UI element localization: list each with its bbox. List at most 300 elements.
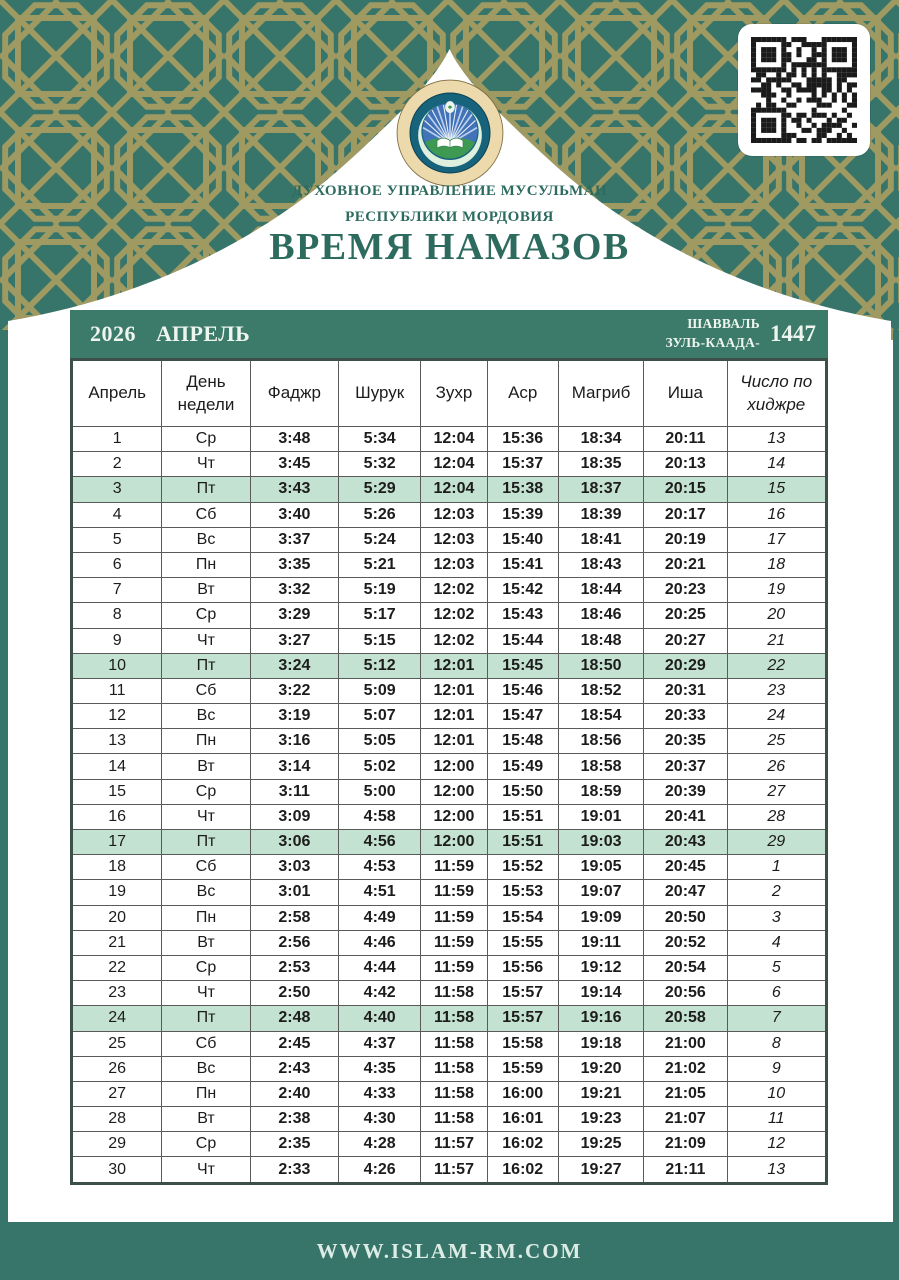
table-cell: 18:35 [558, 452, 643, 477]
table-cell: 27 [72, 1081, 162, 1106]
table-cell: 30 [72, 1157, 162, 1183]
table-cell: 2:45 [250, 1031, 338, 1056]
table-cell: 5:00 [339, 779, 421, 804]
table-cell: 15:48 [487, 729, 558, 754]
table-cell: 12:03 [421, 527, 487, 552]
table-cell: Чт [162, 1157, 250, 1183]
table-cell: 18:41 [558, 527, 643, 552]
table-cell: 19:12 [558, 955, 643, 980]
table-cell: 3:35 [250, 552, 338, 577]
table-cell: 23 [72, 981, 162, 1006]
table-row [72, 527, 827, 552]
table-cell: 3:09 [250, 804, 338, 829]
table-cell: 3:22 [250, 678, 338, 703]
table-cell: 4:53 [339, 855, 421, 880]
table-cell: Ср [162, 427, 250, 452]
page-title: ВРЕМЯ НАМАЗОВ [269, 226, 630, 268]
table-cell: 15:37 [487, 452, 558, 477]
table-cell: 18:58 [558, 754, 643, 779]
table-cell: 20:29 [644, 653, 727, 678]
table-cell: 7 [727, 1006, 826, 1031]
table-cell: 11:59 [421, 855, 487, 880]
table-cell: 4:26 [339, 1157, 421, 1183]
table-cell: 4:37 [339, 1031, 421, 1056]
table-cell: 5:05 [339, 729, 421, 754]
table-cell: 18:52 [558, 678, 643, 703]
table-cell: Сб [162, 502, 250, 527]
table-cell: 19:16 [558, 1006, 643, 1031]
table-row [72, 804, 827, 829]
table-cell: 12 [727, 1132, 826, 1157]
table-cell: 15:51 [487, 830, 558, 855]
organization-line-1: ДУХОВНОЕ УПРАВЛЕНИЕ МУСУЛЬМАН [291, 183, 608, 199]
month-label: АПРЕЛЬ [156, 321, 251, 346]
table-cell: 18:34 [558, 427, 643, 452]
table-cell: 27 [727, 779, 826, 804]
table-cell: 3:37 [250, 527, 338, 552]
table-cell: 3:27 [250, 628, 338, 653]
table-cell: 20:52 [644, 930, 727, 955]
table-row [72, 653, 827, 678]
table-cell: 11:57 [421, 1132, 487, 1157]
table-cell: 5:17 [339, 603, 421, 628]
table-cell: 20:23 [644, 578, 727, 603]
table-cell: 2:43 [250, 1056, 338, 1081]
table-cell: Ср [162, 779, 250, 804]
table-cell: 12 [72, 704, 162, 729]
table-cell: 12:02 [421, 628, 487, 653]
table-cell: 20:56 [644, 981, 727, 1006]
table-row [72, 830, 827, 855]
table-cell: 11:57 [421, 1157, 487, 1183]
table-cell: 21:11 [644, 1157, 727, 1183]
table-cell: 29 [727, 830, 826, 855]
table-cell: Чт [162, 452, 250, 477]
table-cell: 3:16 [250, 729, 338, 754]
table-cell: 3 [727, 905, 826, 930]
table-cell: 3:06 [250, 830, 338, 855]
table-cell: 5:19 [339, 578, 421, 603]
table-cell: Чт [162, 804, 250, 829]
table-cell: 18:46 [558, 603, 643, 628]
table-cell: 19:18 [558, 1031, 643, 1056]
table-cell: 29 [72, 1132, 162, 1157]
table-row [72, 552, 827, 577]
qr-code [738, 24, 870, 156]
table-cell: 21:07 [644, 1107, 727, 1132]
table-cell: Вт [162, 578, 250, 603]
table-cell: 4:58 [339, 804, 421, 829]
table-cell: 12:04 [421, 452, 487, 477]
table-cell: 3:43 [250, 477, 338, 502]
table-cell: 3:40 [250, 502, 338, 527]
organization-line-2: РЕСПУБЛИКИ МОРДОВИЯ [345, 209, 554, 226]
table-cell: 16 [72, 804, 162, 829]
table-row [72, 1056, 827, 1081]
table-cell: Ср [162, 1132, 250, 1157]
table-cell: 12:01 [421, 704, 487, 729]
table-cell: 6 [72, 552, 162, 577]
table-cell: 16:02 [487, 1157, 558, 1183]
table-cell: 2:56 [250, 930, 338, 955]
table-cell: 11:58 [421, 981, 487, 1006]
table-row [72, 880, 827, 905]
table-cell: 20:39 [644, 779, 727, 804]
table-row [72, 855, 827, 880]
table-cell: 15:36 [487, 427, 558, 452]
table-cell: Чт [162, 628, 250, 653]
organization-name [0, 178, 899, 231]
table-cell: 21 [72, 930, 162, 955]
table-cell: 11 [727, 1107, 826, 1132]
table-cell: 4:44 [339, 955, 421, 980]
table-cell: 20:35 [644, 729, 727, 754]
table-cell: 3:24 [250, 653, 338, 678]
table-cell: 11 [72, 678, 162, 703]
table-cell: 3:45 [250, 452, 338, 477]
table-cell: 28 [72, 1107, 162, 1132]
table-cell: 19:09 [558, 905, 643, 930]
table-cell: Сб [162, 855, 250, 880]
table-cell: 4:46 [339, 930, 421, 955]
table-row [72, 955, 827, 980]
table-cell: 5:32 [339, 452, 421, 477]
table-cell: Пт [162, 830, 250, 855]
table-cell: 18 [727, 552, 826, 577]
table-cell: 26 [72, 1056, 162, 1081]
table-cell: 11:58 [421, 1031, 487, 1056]
footer-bar [0, 1222, 899, 1280]
table-cell: 15:47 [487, 704, 558, 729]
column-header: День недели [162, 360, 250, 427]
column-header: Число по хиджре [727, 360, 826, 427]
right-border-strip [893, 330, 899, 1222]
table-cell: 18:50 [558, 653, 643, 678]
table-cell: 13 [727, 427, 826, 452]
table-cell: 12:00 [421, 830, 487, 855]
table-cell: 1 [72, 427, 162, 452]
table-cell: 25 [727, 729, 826, 754]
table-cell: 2:33 [250, 1157, 338, 1183]
table-cell: Вс [162, 704, 250, 729]
table-cell: 24 [72, 1006, 162, 1031]
table-cell: 2 [727, 880, 826, 905]
table-cell: 5:09 [339, 678, 421, 703]
table-cell: 12:02 [421, 578, 487, 603]
year-label: 2026 [90, 321, 136, 346]
table-cell: 22 [727, 653, 826, 678]
table-cell: 11:59 [421, 955, 487, 980]
table-cell: Вс [162, 880, 250, 905]
table-cell: 10 [727, 1081, 826, 1106]
column-header: Иша [644, 360, 727, 427]
hijri-date [665, 315, 816, 353]
table-cell: 20:27 [644, 628, 727, 653]
table-cell: 2:48 [250, 1006, 338, 1031]
table-cell: Пн [162, 729, 250, 754]
table-cell: Сб [162, 678, 250, 703]
table-row [72, 1132, 827, 1157]
table-row [72, 1107, 827, 1132]
table-cell: 18:54 [558, 704, 643, 729]
table-cell: 25 [72, 1031, 162, 1056]
table-cell: 5:21 [339, 552, 421, 577]
table-cell: 5:29 [339, 477, 421, 502]
table-cell: 8 [727, 1031, 826, 1056]
table-cell: 26 [727, 754, 826, 779]
table-row [72, 628, 827, 653]
table-cell: Вт [162, 1107, 250, 1132]
table-cell: 18:43 [558, 552, 643, 577]
table-cell: 5:24 [339, 527, 421, 552]
table-cell: 13 [727, 1157, 826, 1183]
table-cell: 11:58 [421, 1107, 487, 1132]
table-cell: Вт [162, 754, 250, 779]
table-cell: 5:07 [339, 704, 421, 729]
table-row [72, 704, 827, 729]
hijri-year: 1447 [770, 321, 816, 346]
table-cell: 20 [72, 905, 162, 930]
table-row [72, 981, 827, 1006]
table-cell: 2:53 [250, 955, 338, 980]
table-cell: 20:31 [644, 678, 727, 703]
table-cell: 4:28 [339, 1132, 421, 1157]
table-cell: 4:51 [339, 880, 421, 905]
table-cell: 16:01 [487, 1107, 558, 1132]
hijri-month-2: ЗУЛЬ-КААДА- [665, 335, 760, 350]
table-cell: 11:59 [421, 880, 487, 905]
table-cell: 21:09 [644, 1132, 727, 1157]
table-cell: Пт [162, 1006, 250, 1031]
table-cell: 14 [72, 754, 162, 779]
table-cell: 4:42 [339, 981, 421, 1006]
table-cell: 6 [727, 981, 826, 1006]
table-cell: 15:52 [487, 855, 558, 880]
table-row [72, 1081, 827, 1106]
table-cell: 20:43 [644, 830, 727, 855]
hijri-month-1: ШАВВАЛЬ [687, 316, 760, 332]
table-cell: 20 [727, 603, 826, 628]
table-cell: 3:32 [250, 578, 338, 603]
table-cell: 5:26 [339, 502, 421, 527]
table-cell: 15:46 [487, 678, 558, 703]
table-cell: 24 [727, 704, 826, 729]
table-cell: 12:01 [421, 653, 487, 678]
table-cell: 12:00 [421, 779, 487, 804]
column-header: Зухр [421, 360, 487, 427]
table-cell: 15:53 [487, 880, 558, 905]
table-cell: 15:57 [487, 1006, 558, 1031]
table-cell: 12:04 [421, 477, 487, 502]
table-cell: 21 [727, 628, 826, 653]
table-cell: 12:00 [421, 804, 487, 829]
table-cell: 22 [72, 955, 162, 980]
month-header-bar [70, 310, 828, 358]
table-cell: 20:50 [644, 905, 727, 930]
table-cell: 15:56 [487, 955, 558, 980]
table-row [72, 930, 827, 955]
table-row [72, 754, 827, 779]
table-cell: 20:47 [644, 880, 727, 905]
table-row [72, 477, 827, 502]
table-cell: 19:23 [558, 1107, 643, 1132]
table-cell: 15:41 [487, 552, 558, 577]
table-cell: 16:02 [487, 1132, 558, 1157]
table-cell: Ср [162, 955, 250, 980]
table-cell: Пн [162, 552, 250, 577]
table-cell: 8 [72, 603, 162, 628]
table-cell: 4 [727, 930, 826, 955]
prayer-times-table [70, 358, 828, 1185]
table-cell: 5 [727, 955, 826, 980]
table-cell: 19:01 [558, 804, 643, 829]
table-cell: 4:30 [339, 1107, 421, 1132]
table-cell: Пн [162, 905, 250, 930]
table-cell: 12:01 [421, 678, 487, 703]
table-cell: 15 [727, 477, 826, 502]
table-cell: 19:11 [558, 930, 643, 955]
table-cell: 18:56 [558, 729, 643, 754]
column-header: Апрель [72, 360, 162, 427]
table-cell: 15:38 [487, 477, 558, 502]
table-cell: 4:49 [339, 905, 421, 930]
table-cell: 9 [72, 628, 162, 653]
table-cell: 10 [72, 653, 162, 678]
table-cell: 18:59 [558, 779, 643, 804]
table-row [72, 729, 827, 754]
table-cell: 11:58 [421, 1081, 487, 1106]
table-cell: 18:44 [558, 578, 643, 603]
table-cell: 15:54 [487, 905, 558, 930]
table-cell: 13 [72, 729, 162, 754]
table-cell: 20:33 [644, 704, 727, 729]
table-cell: 19:14 [558, 981, 643, 1006]
qr-code-pattern [751, 37, 857, 143]
table-cell: 12:01 [421, 729, 487, 754]
table-cell: 15:49 [487, 754, 558, 779]
table-cell: 20:54 [644, 955, 727, 980]
table-cell: 19:21 [558, 1081, 643, 1106]
table-cell: 19 [727, 578, 826, 603]
table-cell: Чт [162, 981, 250, 1006]
table-cell: 5:12 [339, 653, 421, 678]
table-row [72, 905, 827, 930]
table-cell: 15:58 [487, 1031, 558, 1056]
table-cell: 12:00 [421, 754, 487, 779]
table-cell: 15:39 [487, 502, 558, 527]
table-row [72, 452, 827, 477]
table-cell: Ср [162, 603, 250, 628]
table-cell: 15 [72, 779, 162, 804]
table-cell: 15:55 [487, 930, 558, 955]
table-row [72, 1006, 827, 1031]
table-cell: 3:29 [250, 603, 338, 628]
table-cell: 15:51 [487, 804, 558, 829]
table-cell: 19:20 [558, 1056, 643, 1081]
table-cell: 23 [727, 678, 826, 703]
table-cell: 20:15 [644, 477, 727, 502]
table-cell: 3:11 [250, 779, 338, 804]
table-cell: 20:41 [644, 804, 727, 829]
table-row [72, 1031, 827, 1056]
table-cell: 4 [72, 502, 162, 527]
table-cell: 14 [727, 452, 826, 477]
column-header: Фаджр [250, 360, 338, 427]
table-cell: 11:59 [421, 905, 487, 930]
gregorian-date [90, 321, 250, 347]
table-cell: 20:19 [644, 527, 727, 552]
column-header: Магриб [558, 360, 643, 427]
table-cell: 11:59 [421, 930, 487, 955]
table-cell: 21:00 [644, 1031, 727, 1056]
table-cell: 16 [727, 502, 826, 527]
table-cell: 21:02 [644, 1056, 727, 1081]
table-cell: Вт [162, 930, 250, 955]
table-row [72, 678, 827, 703]
table-cell: 1 [727, 855, 826, 880]
table-row [72, 427, 827, 452]
table-cell: 19:27 [558, 1157, 643, 1183]
table-cell: 15:44 [487, 628, 558, 653]
table-cell: 2:40 [250, 1081, 338, 1106]
table-cell: 5 [72, 527, 162, 552]
table-cell: 11:58 [421, 1056, 487, 1081]
table-cell: 2:35 [250, 1132, 338, 1157]
organization-emblem [396, 79, 504, 187]
table-row [72, 779, 827, 804]
table-cell: 3:01 [250, 880, 338, 905]
table-cell: 2:38 [250, 1107, 338, 1132]
table-cell: 12:03 [421, 552, 487, 577]
table-cell: 28 [727, 804, 826, 829]
table-cell: Пт [162, 653, 250, 678]
table-cell: 3:48 [250, 427, 338, 452]
table-cell: 3:03 [250, 855, 338, 880]
table-row [72, 578, 827, 603]
table-cell: 12:04 [421, 427, 487, 452]
table-cell: 20:37 [644, 754, 727, 779]
table-cell: 2 [72, 452, 162, 477]
table-cell: 4:35 [339, 1056, 421, 1081]
table-cell: Сб [162, 1031, 250, 1056]
column-header: Аср [487, 360, 558, 427]
table-cell: 4:33 [339, 1081, 421, 1106]
table-cell: 3 [72, 477, 162, 502]
hijri-months [665, 315, 760, 353]
table-cell: 19:03 [558, 830, 643, 855]
table-row [72, 603, 827, 628]
table-cell: 17 [727, 527, 826, 552]
table-cell: 19:05 [558, 855, 643, 880]
table-header [72, 360, 827, 427]
table-row [72, 502, 827, 527]
column-header: Шурук [339, 360, 421, 427]
table-cell: Вс [162, 1056, 250, 1081]
table-cell: Пн [162, 1081, 250, 1106]
table-cell: 18:37 [558, 477, 643, 502]
table-cell: 19 [72, 880, 162, 905]
table-cell: 7 [72, 578, 162, 603]
table-cell: 5:15 [339, 628, 421, 653]
table-cell: 15:40 [487, 527, 558, 552]
website-url: WWW.ISLAM-RM.COM [316, 1238, 583, 1263]
table-cell: 2:50 [250, 981, 338, 1006]
table-cell: 3:14 [250, 754, 338, 779]
table-cell: 20:13 [644, 452, 727, 477]
table-cell: 21:05 [644, 1081, 727, 1106]
table-cell: 4:40 [339, 1006, 421, 1031]
table-cell: 20:17 [644, 502, 727, 527]
